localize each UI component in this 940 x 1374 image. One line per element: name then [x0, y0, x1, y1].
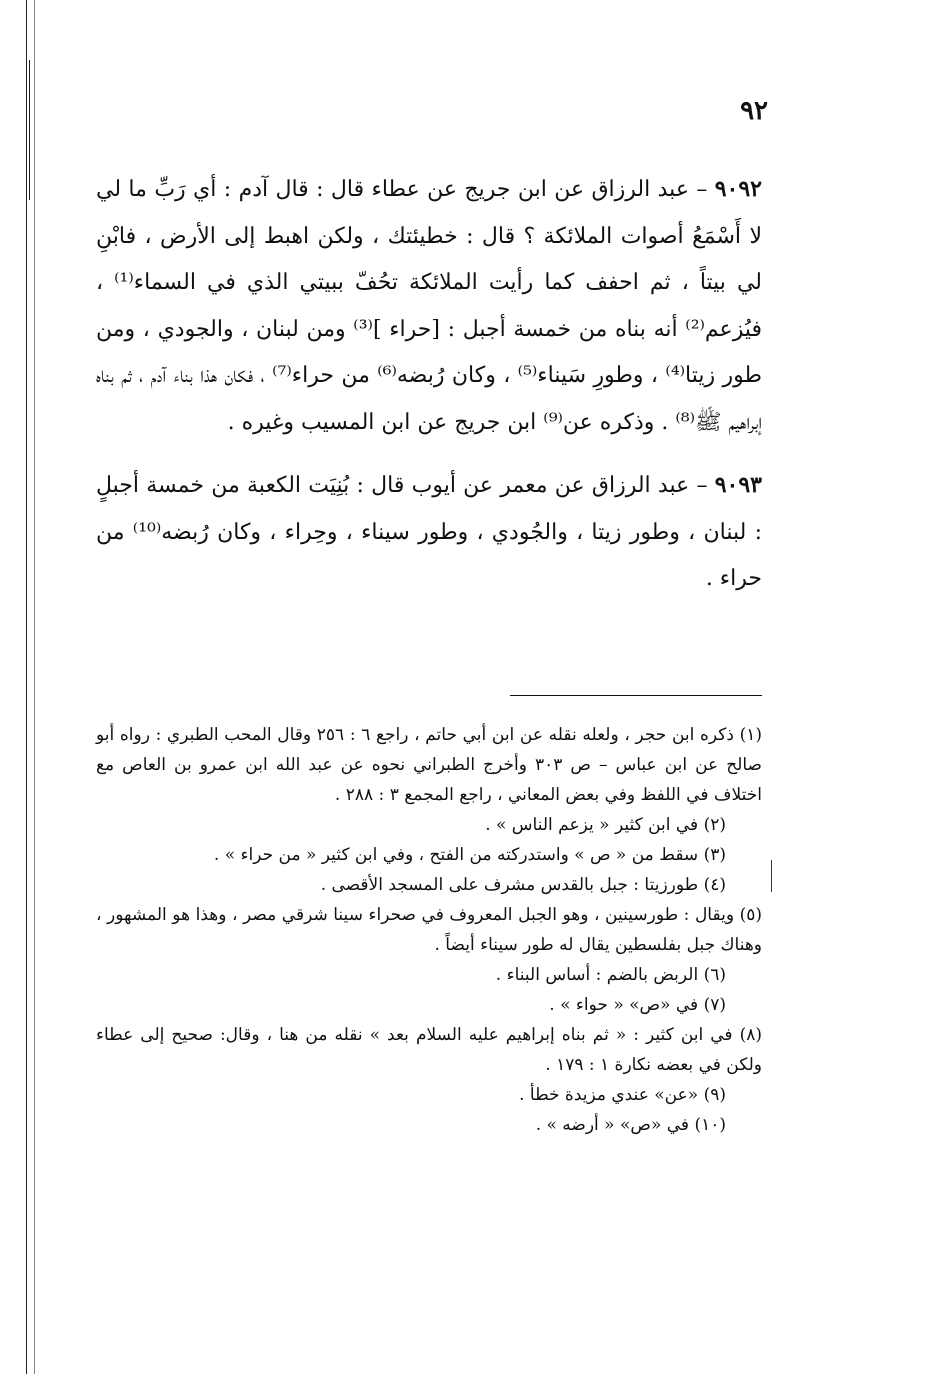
footnote-7: (٧) في «ص» « حواء » .	[549, 995, 726, 1015]
scan-margin-line	[29, 60, 30, 200]
hadith-text: – عبد الرزاق عن ابن جريج عن عطاء قال : قال آدم : أي رَبِّ ما لي لا أَسْمَعُ أصوات الملائكة ؟ قال : خطيئتك ، ولكن اهبط إلى الأرض ، فابْنِ لي بيتاً ، ثم احفف كما رأيت الملائكة تحُفّ ببيتي الذي في السماء⁽¹⁾ ، فيُزعم⁽²⁾ أنه بناه من خمسة أجبل : [حراء ]⁽³⁾ ومن لبنان ، والجودي ، ومن طور زيتا⁽⁴⁾ ، وطورِ سَيناء⁽⁵⁾ ، وكان رُبضه⁽⁶⁾ من حراء⁽⁷⁾ ، فكان هذا بناء آدم ، ثم بناه إبراهيم ﷺ⁽⁸⁾ . وذكره عن⁽⁹⁾ ابن جريج عن ابن المسيب وغيره .	[96, 177, 763, 435]
footnote-3: (٣) سقط من « ص » واستدركته من الفتح ، وفي ابن كثير « من حراء » .	[213, 845, 726, 865]
footnote-10: (١٠) في «ص» « أرضه » .	[535, 1115, 726, 1135]
hadith-9092	[96, 166, 762, 446]
page-number: ٩٢	[740, 96, 768, 126]
footnote-8: (٨) في ابن كثير : « ثم بناه إبراهيم عليه السلام بعد » نقله من هنا ، وقال: صحيح إلى عطاء ولكن في بعضه نكارة ١ : ١٧٩ .	[96, 1025, 762, 1075]
footnote-2: (٢) في ابن كثير « يزعم الناس » .	[485, 815, 726, 835]
footnote-separator	[510, 695, 762, 696]
hadith-number: ٩٠٩٣	[714, 472, 762, 498]
hadith-9093	[96, 462, 762, 603]
footnote-6: (٦) الربض بالضم : أساس البناء .	[495, 965, 726, 985]
footnotes	[96, 720, 762, 1140]
margin-mark	[771, 860, 772, 892]
main-text	[96, 166, 762, 603]
footnote-9: (٩) «عن» عندي مزيدة خطأ .	[519, 1085, 726, 1105]
scan-margin-line	[26, 0, 27, 1374]
hadith-text: – عبد الرزاق عن معمر عن أيوب قال : بُنِيَت الكعبة من خمسة أجبلٍ : لبنان ، وطور زيتا ، والجُودي ، وطور سيناء ، وحِراء ، وكان رُبضه⁽¹⁰⁾ من حراء .	[96, 473, 762, 591]
hadith-number: ٩٠٩٢	[714, 176, 762, 202]
footnote-1: (١) ذكره ابن حجر ، ولعله نقله عن ابن أبي حاتم ، راجع ٦ : ٢٥٦ وقال المحب الطبري : رواه أبو صالح عن ابن عباس – ص ٣٠٣ وأخرج الطبراني نحوه عن عبد الله ابن عمرو بن العاص مع اختلاف في اللفظ وفي بعض المعاني ، راجع المجمع ٣ : ٢٨٨ .	[96, 725, 762, 805]
scan-margin-line	[34, 0, 35, 1374]
footnote-5: (٥) ويقال : طورسينين ، وهو الجبل المعروف في صحراء سينا شرقي مصر ، وهذا هو المشهور ، وهناك جبل بفلسطين يقال له طور سيناء أيضاً .	[96, 905, 762, 955]
footnote-4: (٤) طورزيتا : جبل بالقدس مشرف على المسجد الأقصى .	[320, 875, 726, 895]
